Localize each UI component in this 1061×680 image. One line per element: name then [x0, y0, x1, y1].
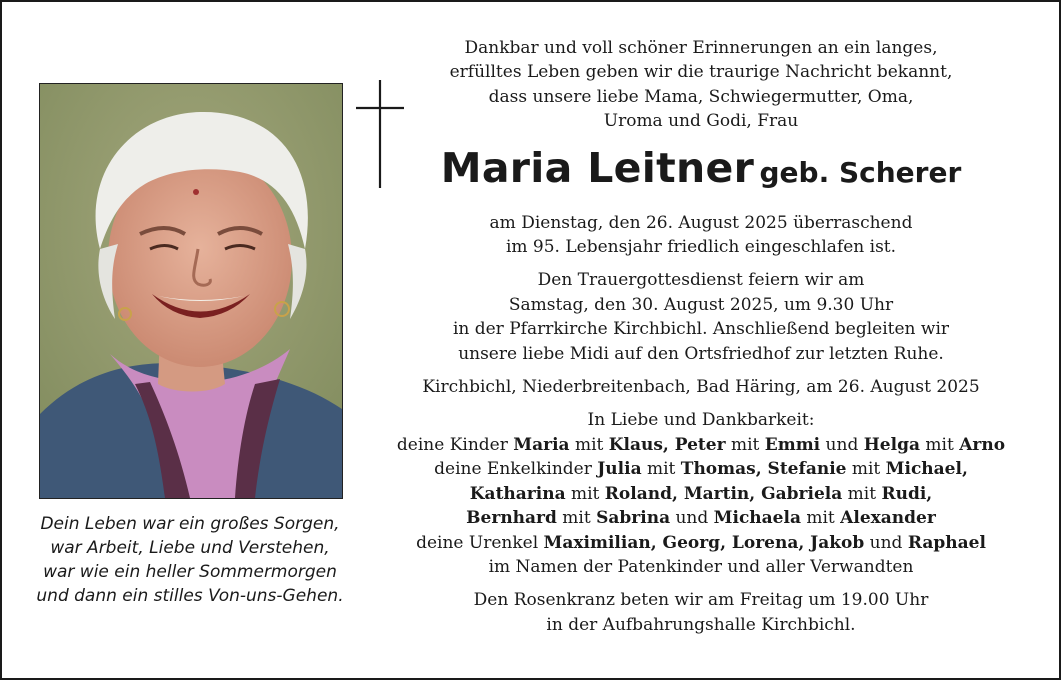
mourners-line — [370, 531, 1032, 555]
mourner-text: deine Enkelkinder — [434, 459, 598, 480]
mourner-name: Helga — [863, 434, 920, 455]
place-date: Kirchbichl, Niederbreitenbach, Bad Häring, am 26. August 2025 — [422, 377, 980, 398]
mourners-list — [370, 433, 1032, 579]
birth-name: geb. Scherer — [759, 155, 962, 189]
mourner-name: Alexander — [840, 508, 936, 529]
mourners-line — [370, 506, 1032, 530]
mourner-text: und — [820, 434, 864, 455]
mourner-name: Julia — [597, 459, 642, 480]
mourners-intro: In Liebe und Dankbarkeit: — [587, 410, 815, 431]
mourner-text: mit — [725, 434, 765, 455]
mourner-text: deine Kinder — [396, 434, 514, 455]
intro-line: erfülltes Leben geben wir die traurige Nachricht bekannt, — [449, 62, 953, 83]
mourner-name: Michaela — [713, 508, 801, 529]
poem-line: war Arbeit, Liebe und Verstehen, — [50, 538, 330, 558]
rosary-line: Den Rosenkranz beten wir am Freitag um 19.00 Uhr — [473, 590, 929, 611]
mourner-name: Maximilian, Georg, Lorena, Jakob — [543, 532, 865, 553]
mourner-text: mit — [842, 483, 882, 504]
mourners-line — [370, 457, 1032, 481]
rosary-paragraph — [370, 588, 1032, 637]
service-paragraph — [370, 268, 1032, 366]
mourners-line — [370, 555, 1032, 579]
mourner-name: Katharina — [469, 483, 566, 504]
mourner-name: Raphael — [907, 532, 986, 553]
intro-line: Uroma und Godi, Frau — [603, 111, 799, 132]
service-line: unsere liebe Midi auf den Ortsfriedhof zur letzten Ruhe. — [458, 343, 944, 364]
mourner-name: Emmi — [764, 434, 821, 455]
mourner-text: mit — [800, 508, 841, 529]
mourner-text: mit — [556, 508, 597, 529]
service-line: in der Pfarrkirche Kirchbichl. Anschließend begleiten wir — [452, 319, 950, 340]
mourner-name: Maria — [513, 434, 570, 455]
deceased-name: Maria Leitner — [440, 143, 755, 192]
deceased-name-heading — [370, 144, 1032, 201]
announcement-text — [370, 36, 1032, 637]
mourners-line — [370, 433, 1032, 457]
mourner-text: mit — [846, 459, 886, 480]
service-line: Den Trauergottesdienst feiern wir am — [537, 270, 865, 291]
mourner-name: Michael, — [885, 459, 968, 480]
intro-line: dass unsere liebe Mama, Schwiegermutter, Oma, — [488, 86, 914, 107]
mourner-name: Arno — [959, 434, 1006, 455]
portrait-photo — [39, 83, 343, 499]
mourner-name: Sabrina — [596, 508, 671, 529]
intro-line: Dankbar und voll schöner Erinnerungen an ein langes, — [464, 38, 938, 58]
mourners-line — [370, 482, 1032, 506]
mourner-text: und — [864, 532, 908, 553]
mourner-name: Bernhard — [466, 508, 557, 529]
poem-line: war wie ein heller Sommermorgen — [43, 562, 337, 582]
mourner-text: mit — [641, 459, 681, 480]
poem-line: Dein Leben war ein großes Sorgen, — [40, 514, 340, 534]
mourner-name: Roland, Martin, Gabriela — [604, 483, 843, 504]
service-line: Samstag, den 30. August 2025, um 9.30 Uhr — [508, 294, 894, 315]
mourner-text: mit — [920, 434, 960, 455]
death-paragraph — [370, 211, 1032, 260]
intro-paragraph — [370, 36, 1032, 134]
mourner-text: und — [670, 508, 714, 529]
death-line: am Dienstag, den 26. August 2025 überraschend — [489, 212, 913, 233]
mourner-text: mit — [565, 483, 605, 504]
mourner-name: Klaus, Peter — [608, 434, 726, 455]
mourner-text: mit — [569, 434, 609, 455]
mourner-text: im Namen der Patenkinder und aller Verwandten — [488, 556, 914, 577]
death-line: im 95. Lebensjahr friedlich eingeschlafen ist. — [505, 237, 897, 258]
rosary-line: in der Aufbahrungshalle Kirchbichl. — [546, 614, 856, 635]
memorial-poem — [8, 512, 372, 608]
mourner-text: deine Urenkel — [416, 532, 544, 553]
mourner-name: Rudi, — [881, 483, 933, 504]
mourner-name: Thomas, Stefanie — [680, 459, 847, 480]
poem-line: und dann ein stilles Von-uns-Gehen. — [36, 586, 344, 606]
